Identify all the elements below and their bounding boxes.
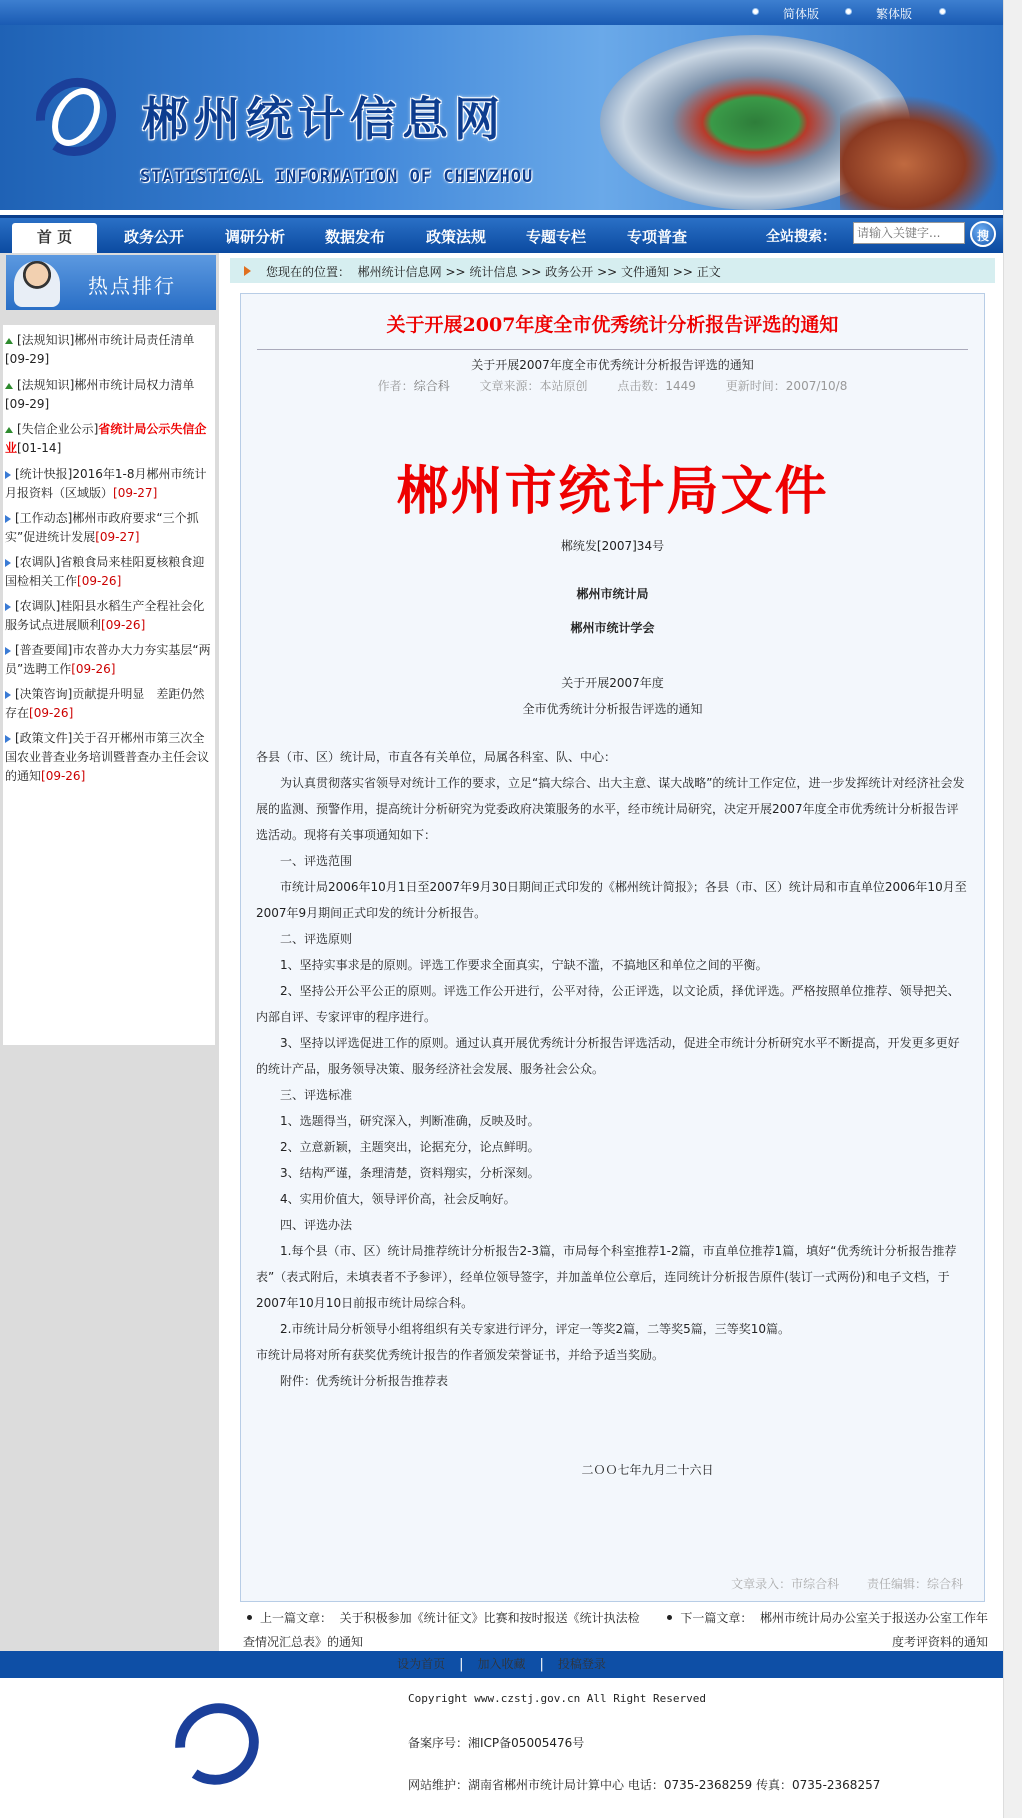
editor-value: 综合科 (926, 1577, 963, 1591)
copyright-text: Copyright www.czstj.gov.cn All Right Reserved (408, 1692, 707, 1705)
nav-census[interactable]: 专项普查 (627, 228, 688, 246)
paragraph: 3、结构严谨，条理清楚，资料翔实，分析深刻。 (280, 1166, 540, 1180)
list-item[interactable] (5, 553, 215, 591)
divider (257, 349, 968, 350)
traditional-link[interactable]: 繁体版 (876, 7, 913, 21)
section-heading: 一、评选范围 (280, 854, 353, 868)
header-banner (0, 25, 1003, 210)
paragraph: 市统计局将对所有获奖优秀统计报告的作者颁发荣誉证书，并给予适当奖励。 (256, 1348, 665, 1362)
article-title: 关于开展2007年度全市优秀统计分析报告评选的通知 (386, 314, 839, 336)
paragraph: 2、坚持公开公平公正的原则。评选工作公开进行，公平对待，公正评选，以文论质，择优评选。严格按照单位推荐、领导把关、内部自评、专家评审的程序进行。 (256, 984, 960, 1024)
arrow-right-icon (5, 471, 11, 479)
sign-date: 二ＯＯ七年九月二十六日 (581, 1463, 714, 1477)
breadcrumb-separator: >> (597, 265, 618, 279)
attachment-note: 附件：优秀统计分析报告推荐表 (280, 1374, 449, 1388)
list-item-date: [09-27] (95, 530, 140, 544)
separator: | (459, 1657, 464, 1672)
list-item-text[interactable]: [工作动态]郴州市政府要求“三个抓实”促进统计发展 (5, 511, 199, 544)
breadcrumb-home[interactable]: 郴州统计信息网 (357, 265, 442, 279)
breadcrumb-label: 您现在的位置： (266, 265, 351, 279)
nav-policy[interactable]: 政策法规 (426, 228, 487, 246)
paragraph: 2、立意新颖，主题突出，论据充分，论点鲜明。 (280, 1140, 540, 1154)
maint-value: 湖南省郴州市统计局计算中心 (468, 1778, 625, 1792)
arrow-right-icon (5, 735, 11, 743)
article-meta (241, 377, 984, 394)
list-item-text[interactable]: [普查要闻]市农普办大力夯实基层“两员”选聘工作 (5, 643, 211, 676)
maintainer-info (408, 1776, 880, 1793)
maint-label: 网站维护： (408, 1778, 469, 1792)
paragraph: 市统计局2006年10月1日至2007年9月30日期间正式印发的《郴州统计简报》；各县（市、区）统计局和市直单位2006年10月至2007年9月期间正式印发的统计分析报告。 (256, 880, 967, 920)
list-item-date: [09-26] (101, 618, 146, 632)
arrow-right-icon (244, 266, 251, 276)
breadcrumb-separator: >> (672, 265, 693, 279)
nav-data-release[interactable]: 数据发布 (325, 228, 386, 246)
arrow-up-icon (5, 338, 13, 344)
article-body (256, 744, 969, 1394)
list-item-text[interactable]: [统计快报]2016年1-8月郴州市统计月报资料（区域版） (5, 467, 207, 500)
list-item-text[interactable]: [法规知识]郴州市统计局责任清单 (17, 333, 195, 347)
issuer-1: 郴州市统计局 (576, 587, 649, 601)
breadcrumb (230, 258, 995, 283)
paragraph: 1、选题得当，研究深入，判断准确，反映及时。 (280, 1114, 540, 1128)
submit-login-link[interactable]: 投稿登录 (557, 1657, 606, 1671)
list-item-date: [09-26] (29, 706, 74, 720)
list-item[interactable] (5, 465, 215, 503)
list-item[interactable] (5, 685, 215, 723)
prev-article[interactable] (243, 1606, 643, 1654)
breadcrumb-current: 正文 (696, 265, 721, 279)
main-nav (0, 215, 1003, 253)
list-item[interactable] (5, 597, 215, 635)
paragraph: 2.市统计局分析领导小组将组织有关专家进行评分，评定一等奖2篇，二等奖5篇，三等奖10篇。 (280, 1322, 790, 1336)
paragraph: 1.每个县（市、区）统计局推荐统计分析报告2-3篇，市局每个科室推荐1-2篇，市直单位推荐1篇，填好“优秀统计分析报告推荐表”（表式附后，未填表者不予参评），经单位领导签字，并加盖单位公章后，连同统计分析报告原件(装订一式两份)和电子文档，于2007年10月10日前报市统计局综合科。 (256, 1244, 957, 1310)
list-item-text[interactable]: [政策文件]关于召开郴州市第三次全国农业普查业务培训暨普查办主任会议的通知 (5, 731, 210, 783)
paragraph: 为认真贯彻落实省领导对统计工作的要求，立足“搞大综合、出大主意、谋大战略”的统计工作定位，进一步发挥统计对经济社会发展的监测、预警作用，提高统计分析研究为党委政府决策服务的水平，经市统计局研究，决定开展2007年度全市优秀统计分析报告评选活动。现将有关事项通知如下： (256, 776, 965, 842)
arrow-right-icon (5, 647, 11, 655)
list-item-date: [01-14] (17, 441, 62, 455)
issuer-2: 郴州市统计学会 (570, 621, 655, 635)
arrow-right-icon (5, 515, 11, 523)
set-homepage-link[interactable]: 设为首页 (397, 1657, 446, 1671)
footer-logo-icon (173, 1700, 261, 1788)
list-item[interactable] (5, 376, 215, 414)
paragraph: 4、实用价值大，领导评价高，社会反响好。 (280, 1192, 516, 1206)
bullet-icon (752, 8, 759, 15)
source-label: 文章来源： (479, 379, 540, 393)
separator: | (539, 1657, 544, 1672)
author-label: 作者： (377, 379, 414, 393)
hits-value: 1449 (665, 379, 696, 393)
phone-value: 0735-2368259 (663, 1778, 753, 1792)
prev-label: 上一篇文章： (260, 1611, 333, 1625)
list-item-date: [09-26] (41, 769, 86, 783)
author-value: 综合科 (413, 379, 450, 393)
nav-special-topics[interactable]: 专题专栏 (526, 228, 587, 246)
entry-label: 文章录入： (731, 1577, 792, 1591)
add-favorite-link[interactable]: 加入收藏 (477, 1657, 526, 1671)
list-item-date: [09-29] (5, 352, 50, 366)
list-item[interactable] (5, 420, 215, 458)
source-value: 本站原创 (539, 379, 588, 393)
hot-ranking-title: 热点排行 (88, 274, 176, 298)
list-item[interactable] (5, 729, 215, 786)
article-panel (240, 293, 985, 1602)
bullet-icon (247, 1615, 252, 1620)
breadcrumb-separator: >> (521, 265, 542, 279)
list-item[interactable] (5, 509, 215, 547)
document-header: 郴州市统计局文件 (396, 461, 829, 522)
next-article[interactable] (653, 1606, 988, 1654)
breadcrumb-notices[interactable]: 文件通知 (621, 265, 670, 279)
arrow-up-icon (5, 383, 13, 389)
prev-article-link[interactable]: 关于积极参加《统计征文》比赛和按时报送《统计执法检查情况汇总表》的通知 (243, 1611, 640, 1649)
simplified-link[interactable]: 简体版 (783, 7, 820, 21)
document-number: 郴统发[2007]34号 (560, 539, 665, 553)
search-button[interactable]: 搜 (970, 221, 996, 247)
updated-label: 更新时间： (725, 379, 786, 393)
notice-title-line2: 全市优秀统计分析报告评选的通知 (522, 702, 703, 716)
list-item[interactable] (5, 641, 215, 679)
icp-link[interactable]: 湘ICP备05005476号 (468, 1736, 585, 1750)
site-subtitle: STATISTICAL INFORMATION OF CHENZHOU (140, 167, 534, 187)
list-item-date: [09-26] (77, 574, 122, 588)
list-item-highlight[interactable]: 省统计局公示失信企业 (5, 422, 207, 455)
list-item-text[interactable]: [法规知识]郴州市统计局权力清单 (17, 378, 195, 392)
hits-label: 点击数： (617, 379, 666, 393)
nav-home[interactable]: 首 页 (12, 223, 97, 253)
section-heading: 二、评选原则 (280, 932, 353, 946)
next-article-link[interactable]: 郴州市统计局办公室关于报送办公室工作年度考评资料的通知 (759, 1611, 988, 1649)
arrow-right-icon (5, 559, 11, 567)
nav-gov-affairs[interactable]: 政务公开 (124, 228, 185, 246)
list-item-prefix[interactable]: [失信企业公示] (17, 422, 99, 436)
bullet-icon (845, 8, 852, 15)
list-item-text[interactable]: [决策咨询]贡献提升明显 差距仍然存在 (5, 687, 205, 720)
statue-image (840, 95, 1000, 210)
list-item-date: [09-27] (113, 486, 158, 500)
phone-label: 电话： (627, 1778, 664, 1792)
list-item-text[interactable]: [农调队]桂阳县水稻生产全程社会化服务试点进展顺利 (5, 599, 205, 632)
breadcrumb-stats-info[interactable]: 统计信息 (469, 265, 518, 279)
breadcrumb-gov-affairs[interactable]: 政务公开 (545, 265, 594, 279)
icp-label: 备案序号： (408, 1736, 469, 1750)
list-item[interactable] (5, 331, 215, 369)
site-logo-icon (36, 77, 116, 157)
article-footer (241, 1575, 963, 1592)
next-label: 下一篇文章： (680, 1611, 753, 1625)
bullet-icon (939, 8, 946, 15)
updated-value: 2007/10/8 (785, 379, 848, 393)
site-title: 郴州统计信息网 (142, 92, 506, 146)
search-input[interactable] (853, 222, 965, 244)
arrow-up-icon (5, 427, 13, 433)
fax-value: 0735-2368257 (792, 1778, 881, 1792)
sidebar (0, 253, 219, 1651)
article-subtitle: 关于开展2007年度全市优秀统计分析报告评选的通知 (471, 358, 754, 372)
entry-value: 市综合科 (791, 1577, 840, 1591)
paragraph: 1、坚持实事求是的原则。评选工作要求全面真实，宁缺不滥，不搞地区和单位之间的平衡。 (280, 958, 768, 972)
list-item-date: [09-29] (5, 397, 50, 411)
footer (0, 1678, 1003, 1808)
footer-links (0, 1651, 1003, 1678)
hot-ranking-header (6, 255, 216, 310)
person-icon (14, 261, 60, 307)
list-item-text[interactable]: [农调队]省粮食局来桂阳夏核粮食迎国检相关工作 (5, 555, 205, 588)
page-scrollbar[interactable] (1003, 0, 1022, 1818)
icp-record (408, 1734, 584, 1751)
section-heading: 四、评选办法 (280, 1218, 353, 1232)
bullet-icon (667, 1615, 672, 1620)
section-heading: 三、评选标准 (280, 1088, 353, 1102)
nav-research[interactable]: 调研分析 (225, 228, 286, 246)
paragraph: 3、坚持以评选促进工作的原则。通过认真开展优秀统计分析报告评选活动，促进全市统计分析研究水平不断提高，开发更多更好的统计产品，服务领导决策、服务经济社会发展、服务社会公众。 (256, 1036, 960, 1076)
hot-ranking-list (3, 325, 215, 1045)
editor-label: 责任编辑： (866, 1577, 927, 1591)
arrow-right-icon (5, 603, 11, 611)
paragraph: 各县（市、区）统计局，市直各有关单位，局属各科室、队、中心： (256, 750, 617, 764)
top-bar (0, 0, 1003, 25)
search-label: 全站搜索： (766, 229, 836, 245)
list-item-date: [09-26] (71, 662, 116, 676)
arrow-right-icon (5, 691, 11, 699)
fax-label: 传真： (756, 1778, 793, 1792)
breadcrumb-separator: >> (445, 265, 466, 279)
notice-title-line1: 关于开展2007年度 (561, 676, 664, 690)
